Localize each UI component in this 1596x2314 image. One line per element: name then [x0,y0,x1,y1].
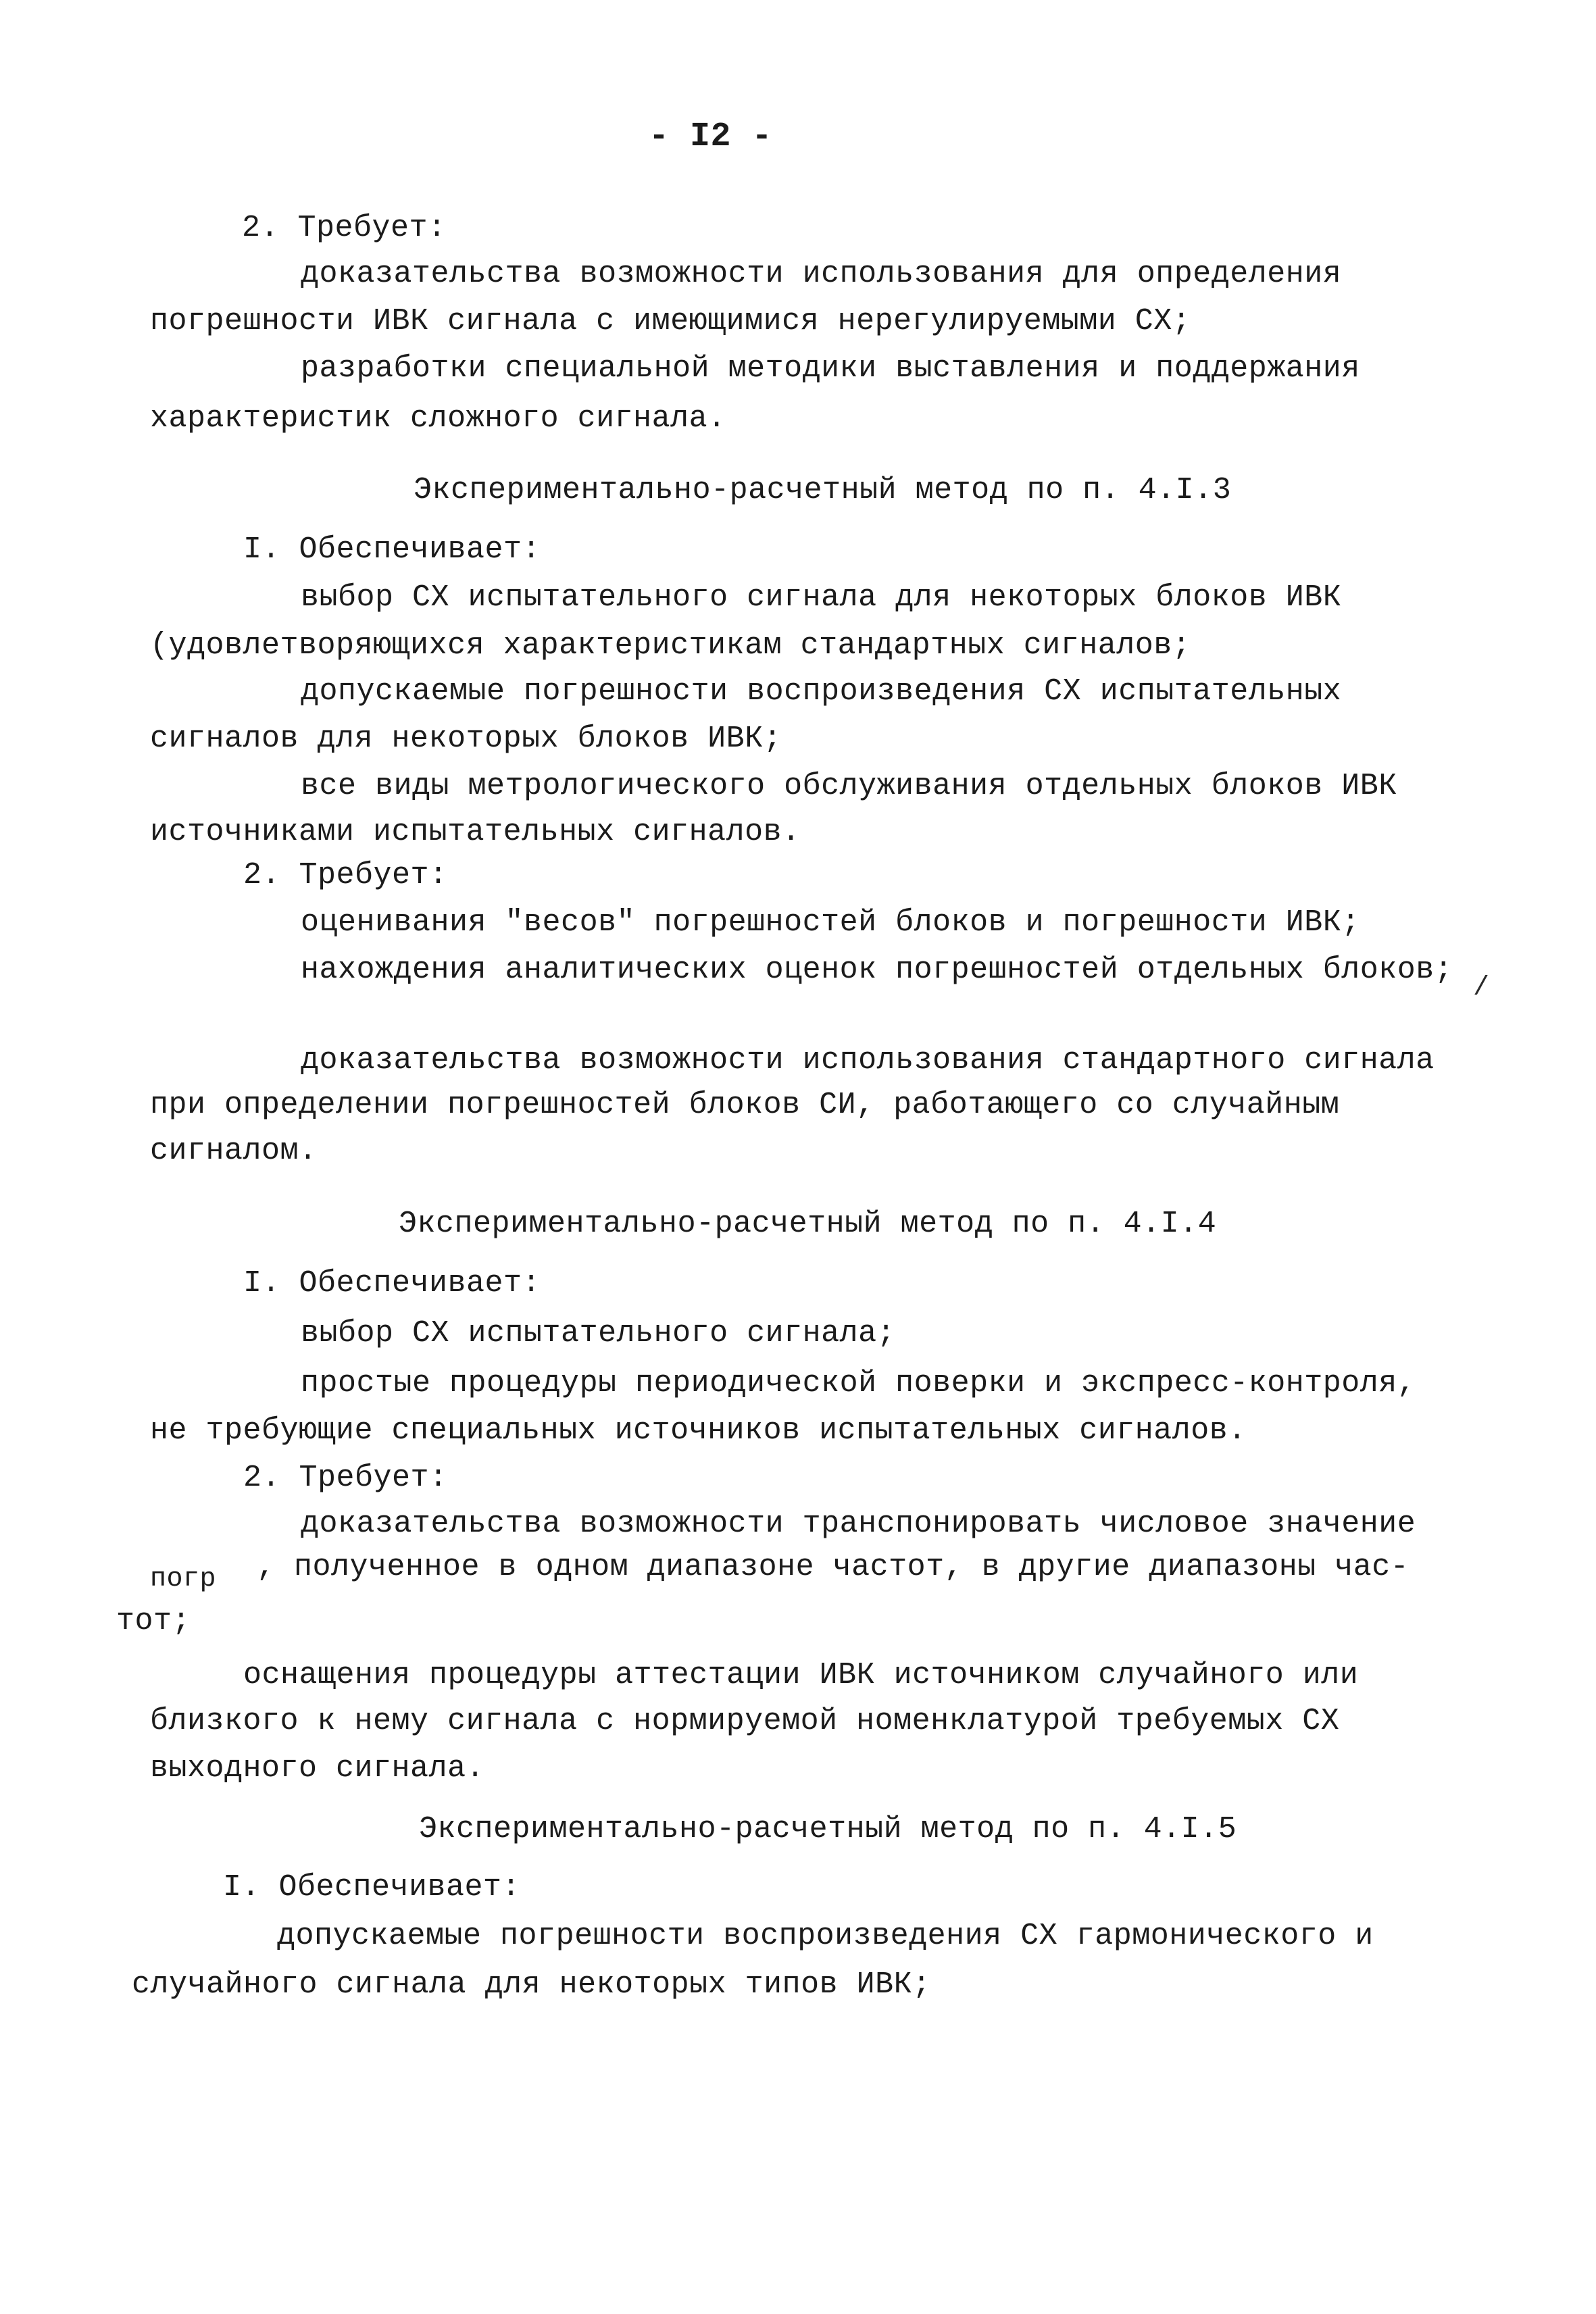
text-line: 2. Требует: [243,858,448,892]
text-line: I. Обеспечивает: [223,1870,521,1905]
margin-mark: / [1473,973,1490,1003]
text-line: близкого к нему сигнала с нормируемой номенклатурой требуемых СХ [150,1704,1340,1738]
text-line: оценивания "весов" погрешностей блоков и погрешности ИВК; [301,905,1360,940]
text-line: допускаемые погрешности воспроизведения СХ испытательных [301,674,1342,709]
text-line: нахождения аналитических оценок погрешностей отдельных блоков; [301,953,1453,987]
section-heading: Экспериментально-расчетный метод по п. 4.I.5 [419,1812,1237,1846]
text-line: 2. Требует: [243,1461,448,1495]
text-line: источниками испытательных сигналов. [150,815,801,849]
text-line: , полученное в одном диапазоне частот, в другие диапазоны час- [257,1550,1410,1584]
text-line: выбор СХ испытательного сигнала; [301,1316,896,1351]
text-line: характеристик сложного сигнала. [150,401,726,436]
text-line: выбор СХ испытательного сигнала для некоторых блоков ИВК [301,580,1342,615]
page-number: - I2 - [649,118,773,156]
text-line: доказательства возможности использования для определения [301,257,1342,291]
text-line: оснащения процедуры аттестации ИВК источником случайного или [243,1658,1359,1692]
text-line: все виды метрологического обслуживания отдельных блоков ИВК [301,769,1397,803]
text-line: I. Обеспечивает: [243,532,541,567]
section-heading: Экспериментально-расчетный метод по п. 4.I.3 [414,473,1232,507]
text-line: не требующие специальных источников испытательных сигналов. [150,1413,1247,1448]
text-line: I. Обеспечивает: [243,1266,541,1301]
text-line: 2. Требует: [242,211,447,245]
text-line: выходного сигнала. [150,1751,485,1786]
text-line: погрешности ИВК сигнала с имеющимися нерегулируемыми СХ; [150,304,1191,338]
text-line: доказательства возможности использования стандартного сигнала [301,1043,1435,1078]
text-line: сигналов для некоторых блоков ИВК; [150,722,782,756]
text-line: погр [150,1564,217,1594]
text-line: случайного сигнала для некоторых типов ИВК; [132,1967,931,2002]
text-line: (удовлетворяющихся характеристикам стандартных сигналов; [150,628,1191,663]
text-line: доказательства возможности транспонировать числовое значение [301,1507,1416,1541]
text-line: разработки специальной методики выставления и поддержания [301,351,1360,386]
text-line: простые процедуры периодической поверки и экспресс-контроля, [301,1366,1416,1401]
text-line: тот; [116,1604,191,1638]
text-line: допускаемые погрешности воспроизведения СХ гармонического и [277,1919,1374,1953]
text-line: при определении погрешностей блоков СИ, работающего со случайным [150,1088,1340,1122]
text-line: сигналом. [150,1134,318,1168]
section-heading: Экспериментально-расчетный метод по п. 4.I.4 [399,1207,1217,1241]
